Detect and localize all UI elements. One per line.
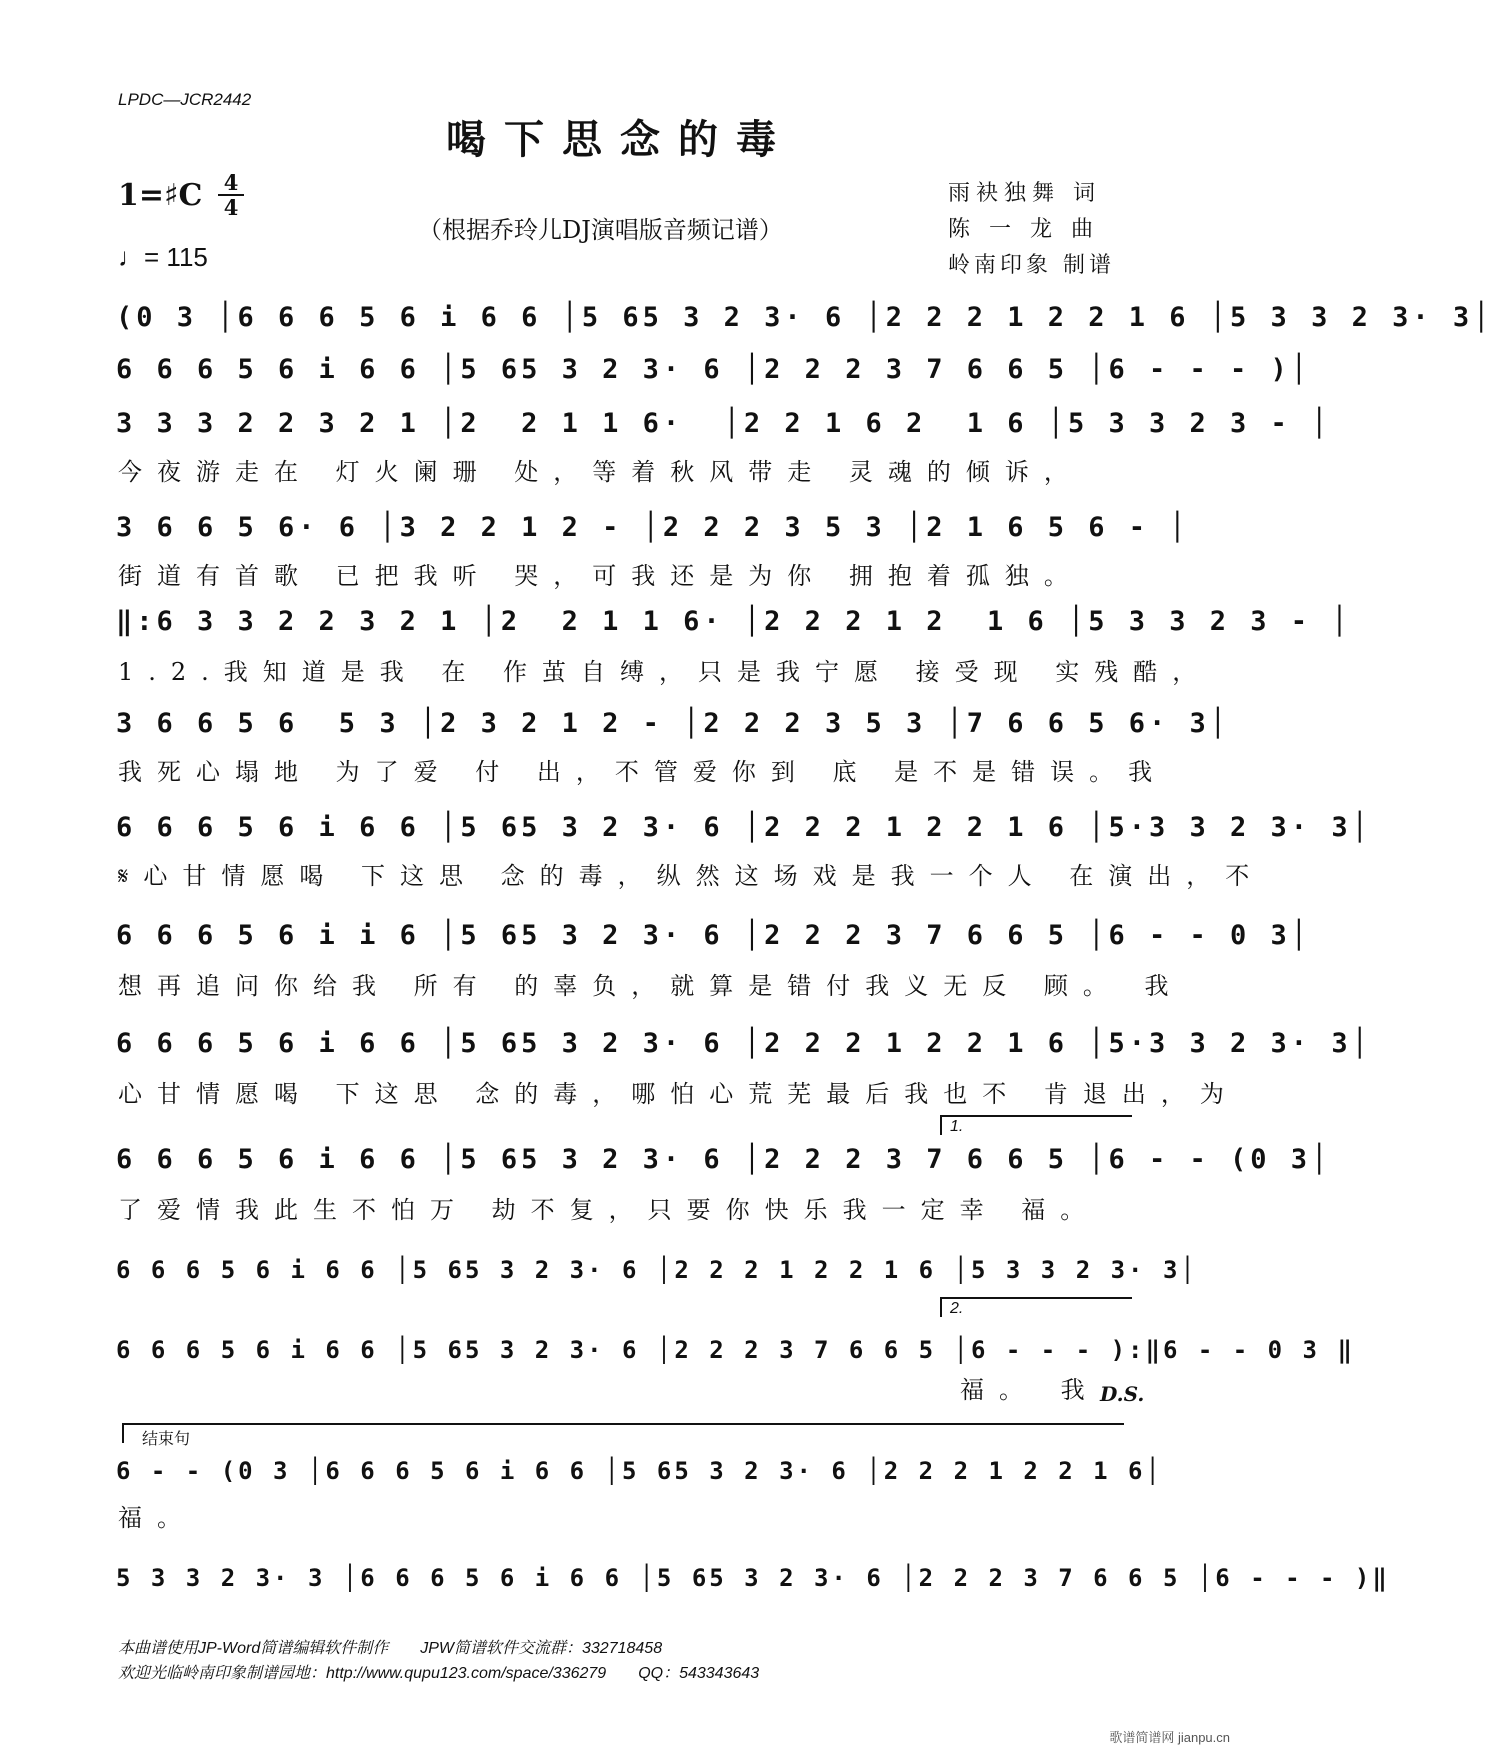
notation-row: 6 6 6 5 6 i 6 6 │5 65 3 2 3· 6 │2 2 2 3 7 6 6 5 │6 - - (0 3│ [116, 1144, 1332, 1175]
notation-row: 6 6 6 5 6 i 6 6 │5 65 3 2 3· 6 │2 2 2 1 2 2 1 6 │5·3 3 2 3· 3│ [116, 812, 1372, 843]
subtitle: （根据乔玲儿DJ演唱版音频记谱） [418, 216, 783, 244]
notation-row: 3 6 6 5 6 5 3 │2 3 2 1 2 - │2 2 2 3 5 3 │7 6 6 5 6· 3│ [116, 708, 1231, 739]
time-signature [218, 172, 244, 218]
ds-mark: D.S. [1100, 1382, 1145, 1406]
lyric-row: 心甘情愿喝 下这思 念的毒，哪怕心荒芜最后我也不 肯退出，为 [118, 1080, 1239, 1108]
notation-row: 6 6 6 5 6 i 6 6 │5 65 3 2 3· 6 │2 2 2 1 2 2 1 6 │5·3 3 2 3· 3│ [116, 1028, 1372, 1059]
notation-row: 5 3 3 2 3· 3 │6 6 6 5 6 i 6 6 │5 65 3 2 3· 6 │2 2 2 3 7 6 6 5 │6 - - - )‖ [116, 1564, 1390, 1592]
lyric-row: 福。 [118, 1504, 196, 1532]
notation-row: ‖:6 3 3 2 2 3 2 1 │2 2 1 1 6· │2 2 2 1 2 1 6 │5 3 3 2 3 - │ [116, 606, 1352, 637]
notation-row: 6 6 6 5 6 i 6 6 │5 65 3 2 3· 6 │2 2 2 3 7 6 6 5 │6 - - - )│ [116, 354, 1312, 385]
arranger-credit: 岭南印象 制谱 [948, 253, 1115, 278]
time-signature-top: 4 [223, 170, 239, 195]
coda-label: 结束句 [142, 1429, 191, 1448]
notation-row: 6 6 6 5 6 i 6 6 │5 65 3 2 3· 6 │2 2 2 1 2 2 1 6 │5 3 3 2 3· 3│ [116, 1256, 1198, 1284]
footer-line-2: 欢迎光临岭南印象制谱园地：http://www.qupu123.com/space/336279 QQ：543343643 [118, 1665, 760, 1682]
volta-1-label: 1. [950, 1118, 964, 1135]
volta-bracket-1 [940, 1115, 1132, 1135]
lyric-row: 我死心塌地 为了爱 付 出，不管爱你到 底 是不是错误。我 [118, 758, 1168, 786]
volta-bracket-2 [940, 1297, 1132, 1317]
notation-row: 6 6 6 5 6 i i 6 │5 65 3 2 3· 6 │2 2 2 3 7 6 6 5 │6 - - 0 3│ [116, 920, 1312, 951]
lyric-row: 1.2.我知道是我 在 作茧自缚，只是我宁愿 接受现 实残酷， [118, 658, 1212, 686]
tempo-marking: ♩= 115 [118, 242, 208, 272]
lyric-row: 𝄋心甘情愿喝 下这思 念的毒，纵然这场戏是我一个人 在演出，不 [118, 862, 1265, 890]
song-title: 喝下思念的毒 [446, 116, 794, 163]
composer-credit: 陈 一 龙 曲 [948, 217, 1099, 242]
lyric-row: 想再追问你给我 所有 的辜负，就算是错付我义无反 顾。 我 [118, 972, 1184, 1000]
key-signature: 1=♯C [118, 178, 203, 213]
footer-line-1: 本曲谱使用JP-Word简谱编辑软件制作 JPW简谱软件交流群：332718458 [118, 1640, 663, 1657]
score-code: LPDC—JCR2442 [118, 90, 252, 109]
volta-2-label: 2. [950, 1300, 964, 1317]
lyric-row: 了爱情我此生不怕万 劫不复，只要你快乐我一定幸 福。 [118, 1196, 1100, 1224]
notation-row: 3 6 6 5 6· 6 │3 2 2 1 2 - │2 2 2 3 5 3 │2 1 6 5 6 - │ [116, 512, 1190, 543]
notation-row: 3 3 3 2 2 3 2 1 │2 2 1 1 6· │2 2 1 6 2 1 6 │5 3 3 2 3 - │ [116, 408, 1332, 439]
lyric-row: 街道有首歌 已把我听 哭，可我还是为你 拥抱着孤独。 [118, 562, 1083, 590]
notation-row: (0 3 │6 6 6 5 6 i 6 6 │5 65 3 2 3· 6 │2 2 2 1 2 2 1 6 │5 3 3 2 3· 3│ [116, 302, 1493, 333]
notation-row: 6 6 6 5 6 i 6 6 │5 65 3 2 3· 6 │2 2 2 3 7 6 6 5 │6 - - - ):‖6 - - 0 3 ‖ [116, 1336, 1355, 1364]
watermark: 歌谱简谱网 jianpu.cn [1109, 1730, 1230, 1745]
notation-row: 6 - - (0 3 │6 6 6 5 6 i 6 6 │5 65 3 2 3· 6 │2 2 2 1 2 2 1 6│ [116, 1457, 1163, 1485]
time-signature-bottom: 4 [223, 195, 239, 220]
lyricist-credit: 雨袂独舞 词 [948, 181, 1101, 206]
coda-bracket [122, 1423, 1124, 1443]
lyric-row: 今夜游走在 灯火阑珊 处，等着秋风带走 灵魂的倾诉， [118, 458, 1083, 486]
lyric-row: 福。 我 [960, 1376, 1100, 1404]
